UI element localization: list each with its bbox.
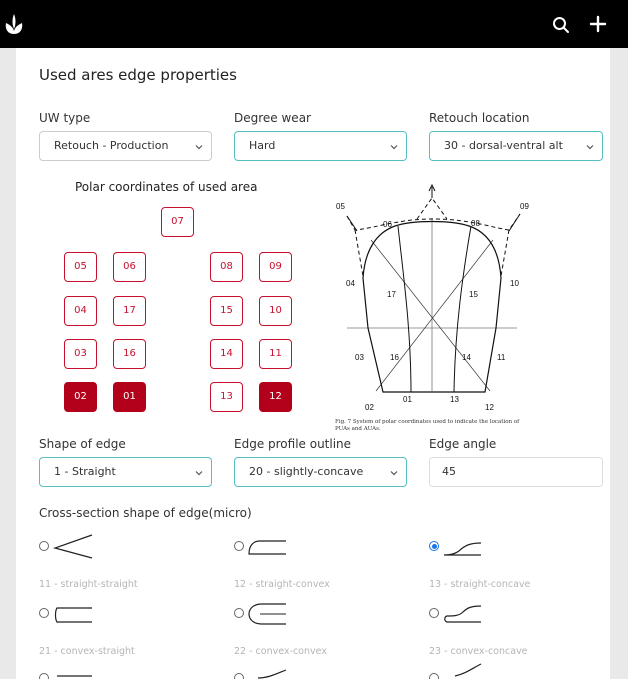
diagram-label: 06 (383, 220, 392, 229)
uw-type-value: Retouch - Production (54, 139, 169, 152)
cross-section-label-12: 12 - straight-convex (234, 579, 330, 590)
cross-section-label-22: 22 - convex-convex (234, 646, 327, 657)
cross-section-radio-13[interactable] (429, 541, 439, 551)
shape-of-edge-label: Shape of edge (39, 437, 126, 451)
plus-icon[interactable] (589, 15, 607, 33)
app-logo-icon[interactable] (4, 10, 24, 36)
polar-button-15[interactable]: 15 (210, 296, 243, 326)
left-gutter (0, 48, 16, 679)
cross-section-radio-22[interactable] (234, 608, 244, 618)
uw-type-label: UW type (39, 111, 91, 125)
cross-section-radio[interactable] (39, 673, 49, 679)
chevron-down-icon (390, 469, 398, 477)
diagram-label: 15 (469, 290, 478, 299)
polar-button-16[interactable]: 16 (113, 339, 146, 369)
diagram-caption: Fig. 7 System of polar coordinates used to indicate the location of PUAs and AUAs. (335, 419, 520, 432)
diagram-label: 05 (336, 202, 345, 211)
cross-section-label-13: 13 - straight-concave (429, 579, 531, 590)
diagram-label: 01 (403, 395, 412, 404)
chevron-down-icon (195, 469, 203, 477)
edge-profile-value: 20 - slightly-concave (249, 465, 364, 478)
retouch-location-select[interactable] (429, 131, 603, 161)
edge-angle-label: Edge angle (429, 437, 497, 451)
polar-button-07[interactable]: 07 (161, 207, 194, 237)
search-icon[interactable] (552, 16, 570, 34)
shape-of-edge-select[interactable] (39, 457, 212, 487)
polar-button-01[interactable]: 01 (113, 382, 146, 412)
degree-wear-select[interactable] (234, 131, 407, 161)
diagram-label: 08 (471, 219, 480, 228)
diagram-label: 17 (387, 290, 396, 299)
diagram-label: 11 (497, 353, 506, 362)
diagram-label: 12 (485, 403, 494, 412)
straight-convex-shape-icon (246, 533, 288, 559)
cross-section-label-11: 11 - straight-straight (39, 579, 138, 590)
polar-button-12[interactable]: 12 (259, 382, 292, 412)
diagram-label: 02 (365, 403, 374, 412)
polar-button-14[interactable]: 14 (210, 339, 243, 369)
chevron-down-icon (586, 143, 594, 151)
edge-angle-input[interactable]: 45 (429, 457, 603, 487)
polar-button-17[interactable]: 17 (113, 296, 146, 326)
degree-wear-value: Hard (249, 139, 276, 152)
polar-button-02[interactable]: 02 (64, 382, 97, 412)
cross-section-radio-23[interactable] (429, 608, 439, 618)
diagram-label: 09 (520, 202, 529, 211)
cross-section-shape-icon (441, 660, 483, 679)
straight-straight-shape-icon (52, 533, 94, 559)
degree-wear-label: Degree wear (234, 111, 311, 125)
polar-title: Polar coordinates of used area (75, 180, 258, 194)
polar-button-06[interactable]: 06 (113, 252, 146, 282)
shape-of-edge-value: 1 - Straight (54, 465, 116, 478)
polar-button-04[interactable]: 04 (64, 296, 97, 326)
chevron-down-icon (390, 143, 398, 151)
page-title: Used ares edge properties (39, 66, 237, 84)
polar-button-11[interactable]: 11 (259, 339, 292, 369)
convex-convex-shape-icon (246, 600, 288, 626)
cross-section-radio[interactable] (234, 673, 244, 679)
edge-profile-label: Edge profile outline (234, 437, 352, 451)
chevron-down-icon (195, 143, 203, 151)
right-gutter (610, 48, 628, 679)
diagram-label: 14 (462, 353, 471, 362)
diagram-label: 16 (390, 353, 399, 362)
cross-section-radio-11[interactable] (39, 541, 49, 551)
polar-button-08[interactable]: 08 (210, 252, 243, 282)
edge-profile-select[interactable] (234, 457, 407, 487)
cross-section-shape-icon (52, 668, 94, 679)
convex-straight-shape-icon (52, 600, 94, 626)
polar-button-13[interactable]: 13 (210, 382, 243, 412)
retouch-location-label: Retouch location (429, 111, 530, 125)
cross-section-label-23: 23 - convex-concave (429, 646, 528, 657)
straight-concave-shape-icon (441, 533, 483, 559)
cross-section-radio-12[interactable] (234, 541, 244, 551)
polar-button-05[interactable]: 05 (64, 252, 97, 282)
cross-section-title: Cross-section shape of edge(micro) (39, 506, 252, 520)
diagram-label: 13 (450, 395, 459, 404)
retouch-location-value: 30 - dorsal-ventral alt (444, 139, 563, 152)
cross-section-shape-icon (246, 664, 288, 679)
diagram-label: 10 (510, 279, 519, 288)
polar-button-03[interactable]: 03 (64, 339, 97, 369)
polar-button-10[interactable]: 10 (259, 296, 292, 326)
cross-section-label-21: 21 - convex-straight (39, 646, 135, 657)
convex-concave-shape-icon (441, 600, 483, 626)
polar-button-09[interactable]: 09 (259, 252, 292, 282)
cross-section-radio[interactable] (429, 673, 439, 679)
uw-type-select[interactable] (39, 131, 212, 161)
cross-section-radio-21[interactable] (39, 608, 49, 618)
polar-diagram (333, 178, 533, 434)
diagram-label: 03 (355, 353, 364, 362)
diagram-label: 04 (346, 279, 355, 288)
top-bar (0, 0, 628, 48)
